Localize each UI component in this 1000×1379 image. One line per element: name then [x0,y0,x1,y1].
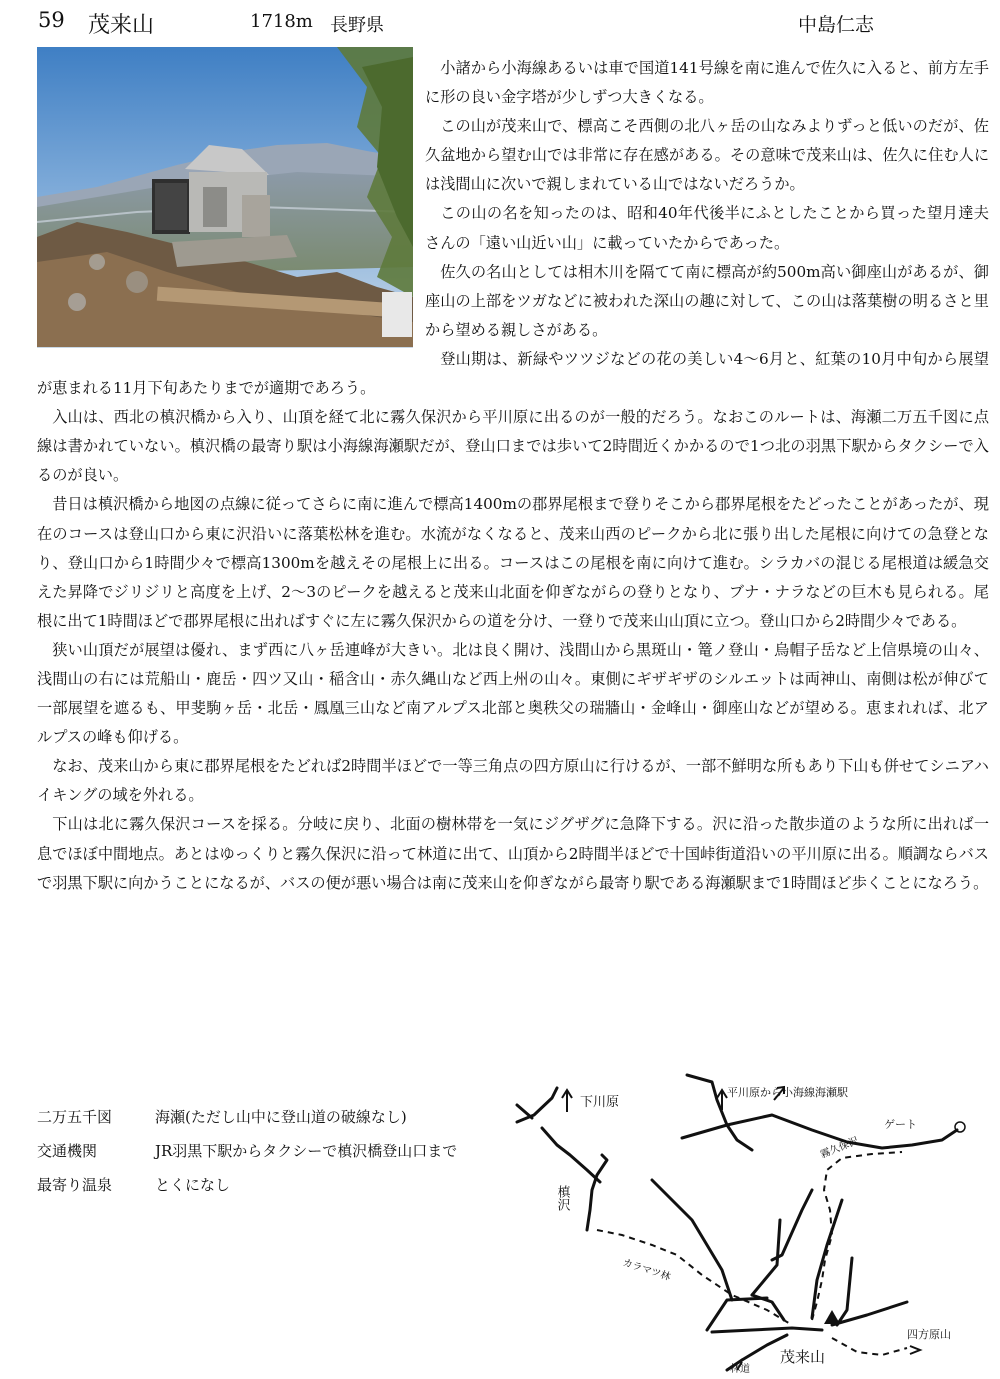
label-karamatsu: カラマツ林 [621,1257,672,1284]
article-body [37,54,989,898]
road-shimokawahara [587,1155,607,1230]
label-summit: 茂来山 [780,1348,826,1366]
photo-text-wrap-spacer [37,54,425,348]
label-kirikubo: 霧久保沢 [819,1135,861,1161]
label-gate: ゲート [884,1118,917,1131]
paragraph: この山の名を知ったのは、昭和40年代後半にふとしたことから買った望月達夫さんの「遠い山近い山」に載っていたからであった。 [425,204,989,252]
info-label: 交通機関 [37,1142,98,1160]
paragraph: 昔日は槙沢橋から地図の点線に従ってさらに南に進んで標高1400mの郡界尾根まで登りそこから郡界尾根をたどったことがあったが、現在のコースは登山口から東に沢沿いに落葉松林を進む。水流がなくなると、茂来山西のピークから北に張り出した尾根に向けての急登となり、登山口から1時間少々で標高1300mを越えその尾根上に出る。コースはこの尾根を南に向けて進む。シラカバの混じる尾根道は緩急交えた昇降でジリジリと高度を上げ、2〜3のピークを越えると茂来山北面を仰ぎながらの登りとなり、ブナ・ナラなどの巨木も見られる。尾根に出て1時間ほどで郡界尾根に出ればすぐに左に霧久保沢からの道を分け、一登りで茂来山山頂に立つ。登山口から2時間少々である。 [37,495,989,630]
paragraph: この山が茂来山で、標高こそ西側の北八ヶ岳の山なみよりずっと低いのだが、佐久盆地から望む山では非常に存在感がある。その意味で茂来山は、佐久に住む人には浅間山に次いで親しまれている山ではないだろうか。 [425,117,989,194]
summit-marker-icon [824,1310,840,1324]
paragraph: なお、茂来山から東に郡界尾根をたどれば2時間半ほどで一等三角点の四方原山に行けるが、一部不鮮明な所もあり下山も併せてシニアハイキングの域を外れる。 [37,757,989,805]
entry-number: 59 [38,8,65,32]
info-value: JR羽黒下駅からタクシーで槙沢橋登山口まで [155,1142,458,1160]
elevation: 1718m [250,11,313,32]
trail-shihobara [832,1338,907,1355]
stream-west [542,1128,600,1182]
prefecture: 長野県 [330,15,384,36]
arrow-shihobara [910,1346,920,1354]
summit-ridge [712,1328,822,1332]
info-value: とくになし [155,1176,231,1194]
paragraph: 佐久の名山としては相木川を隔てて南に標高が約500m高い御座山があるが、御座山の上部をツガなどに被われた深山の趣に対して、この山は落葉樹の明るさと里から望める親しさがある。 [425,262,989,339]
trail-makisawa [597,1230,792,1325]
paragraph: 入山は、西北の槙沢橋から入り、山頂を経て北に霧久保沢から平川原に出るのが一般的だろう。なおこのルートは、海瀬二万五千図に点線は書かれていない。槙沢橋の最寄り駅は小海線海瀬駅だが、登山口までは歩いて2時間近くかかるので1つ北の羽黒下駅からタクシーで入るのが良い。 [37,408,989,485]
info-label: 最寄り温泉 [37,1176,113,1194]
road-northwest [517,1088,557,1122]
stream-kirikubo-2 [707,1298,767,1330]
label-shihobara: 四方原山 [907,1328,951,1341]
route-map-drawing [512,1070,972,1375]
ridge-east-2 [812,1200,842,1318]
label-rindo: 林道 [730,1364,750,1375]
route-sketch-map [512,1070,972,1375]
trail-kirikubo [812,1152,902,1320]
trip-info [37,1100,517,1202]
mountain-name: 茂来山 [88,13,155,38]
info-value: 海瀬(ただし山中に登山道の破線なし) [155,1108,407,1126]
gate-marker-icon [955,1122,965,1132]
arrow-shimokawahara [562,1090,572,1112]
info-label: 二万五千図 [37,1108,113,1126]
page-header [38,8,968,38]
label-to-hiragawahara: 平川原から小海線海瀬駅 [727,1086,848,1099]
label-makisawa: 槙沢 [554,1185,570,1211]
stream-kirikubo-1 [652,1180,732,1300]
label-to-shimokawahara: 下川原 [580,1095,620,1110]
road-northwest-branch [517,1105,532,1118]
ridge-east-3 [837,1258,852,1325]
paragraph: 下山は北に霧久保沢コースを採る。分岐に戻り、北面の樹林帯を一気にジグザグに急降下する。沢に沿った散歩道のような所に出れば一息でほぼ中間地点。あとはゆっくりと霧久保沢に沿って林道に出て、山頂から2時間半ほどで十国峠街道沿いの平川原に出る。順調ならバスで羽黒下駅に向かうことになるが、バスの便が悪い場合は南に茂来山を仰ぎながら最寄り駅である海瀬駅まで1時間ほど歩くことになろう。 [37,815,990,892]
paragraph: 小諸から小海線あるいは車で国道141号線を南に進んで佐久に入ると、前方左手に形の良い金字塔が少しずつ大きくなる。 [425,59,989,107]
paragraph: 狭い山頂だが展望は優れ、まず西に八ヶ岳連峰が大きい。北は良く開け、浅間山から黒斑山・篭ノ登山・烏帽子岳など上信県境の山々、浅間山の右には荒船山・鹿岳・四ツ又山・稲含山・赤久縄山など西上州の山々。東側にギザギザのシルエットは両神山、南側は松が伸びて一部展望を遮るも、甲斐駒ヶ岳・北岳・鳳凰三山など南アルプス北部と奥秩父の瑞牆山・金峰山・御座山などが望める。恵まれれば、北アルプスの峰も仰げる。 [37,640,989,747]
author-name: 中島仁志 [798,14,875,36]
paragraph: 登山期は、新緑やツツジなどの花の美しい4〜6月と、紅葉の10月中旬から展望が恵まれる11月下旬あたりまでが適期であろう。 [37,349,989,398]
info-row-hot-spring [37,1168,517,1202]
info-row-topo-map [37,1100,517,1134]
info-row-transport [37,1134,517,1168]
